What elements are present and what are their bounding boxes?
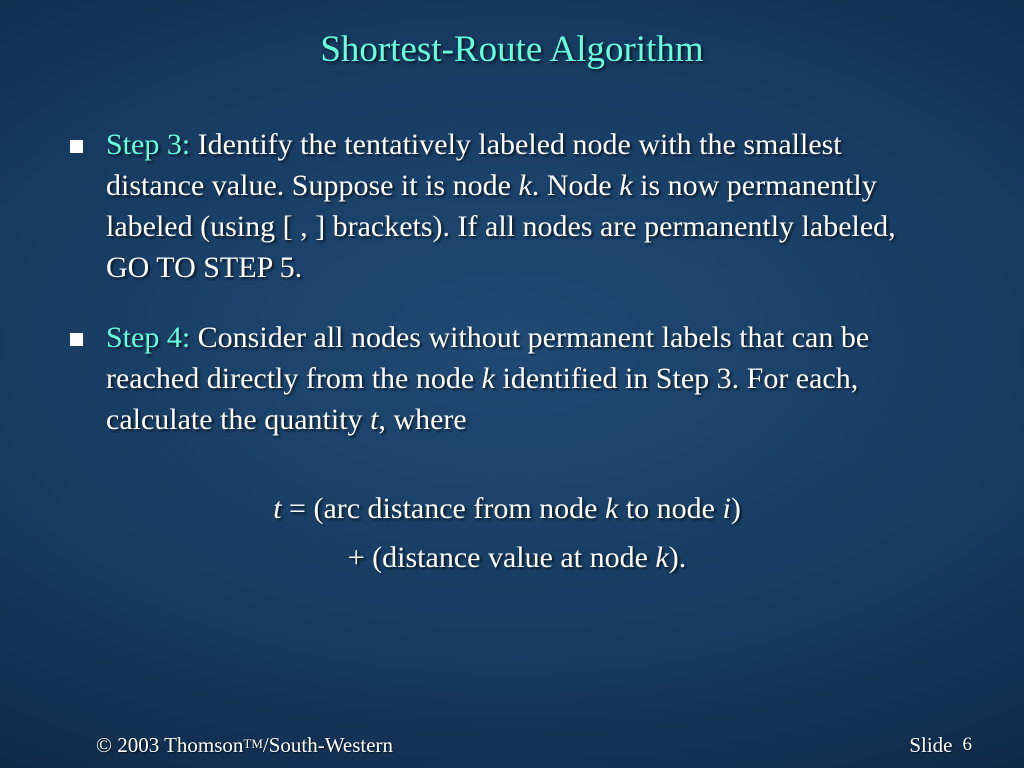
step-3-part-3: is now permanently labeled (using [ , ] brackets). If all nodes are permanently labeled, GO TO STEP 5.	[106, 169, 896, 284]
formula-text-a: = (arc distance from node	[281, 492, 605, 525]
footer-slide-number	[909, 733, 972, 758]
step-4-var-k: k	[481, 362, 495, 395]
step-4-part-3: , where	[378, 403, 467, 436]
formula-var-k-2: k	[655, 541, 669, 574]
formula-var-t: t	[273, 492, 282, 525]
publisher-text: /South-Western	[262, 733, 394, 757]
formula-text-e: ).	[668, 541, 687, 574]
footer-copyright	[96, 733, 393, 758]
bullet-step-3	[70, 124, 930, 288]
copyright-text: © 2003 Thomson	[96, 733, 244, 757]
step-3-part-1: Identify the tentatively labeled node with the smallest distance value. Suppose it is node	[106, 128, 842, 202]
step-3-var-k-1: k	[518, 169, 532, 202]
step-3-label: Step 3:	[106, 128, 191, 161]
formula-text-c: )	[730, 492, 741, 525]
formula-var-i: i	[722, 492, 731, 525]
slide-number: 6	[962, 734, 972, 755]
step-4-part-2: identified in Step 3. For each, calculate the quantity	[106, 362, 859, 436]
formula-text-b: to node	[618, 492, 723, 525]
formula-var-k: k	[604, 492, 619, 525]
step-4-text	[106, 317, 930, 440]
formula-line-1	[0, 488, 1019, 529]
step-4-part-1: Consider all nodes without permanent labels that can be reached directly from the node	[106, 321, 870, 395]
formula-text-d: + (distance value at node	[347, 541, 656, 574]
step-4-label: Step 4:	[106, 321, 191, 354]
slide-label: Slide	[909, 733, 953, 757]
step-4-var-t: t	[370, 403, 379, 436]
step-3-var-k-2: k	[619, 169, 633, 202]
trademark-mark: TM	[243, 736, 263, 751]
slide-title: Shortest-Route Algorithm	[320, 29, 704, 70]
step-3-text	[106, 124, 930, 288]
step-3-part-2: . Node	[531, 169, 620, 202]
square-bullet-icon	[70, 140, 83, 153]
square-bullet-icon	[70, 333, 83, 346]
bullet-step-4	[70, 317, 930, 440]
formula-line-2	[5, 537, 1024, 578]
